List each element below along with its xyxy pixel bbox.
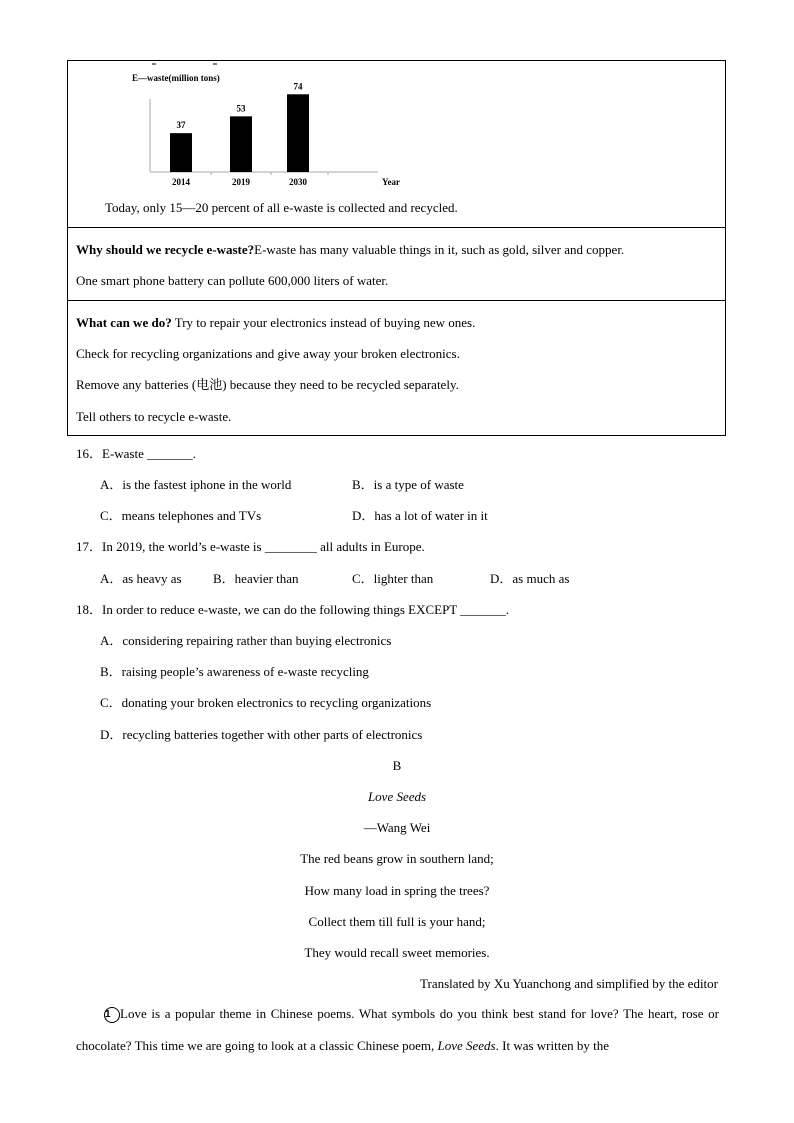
x-tick-label-2014: 2014 <box>172 177 190 187</box>
chart-x-label: Year <box>382 177 400 187</box>
q17-option-d: D．as much as <box>490 571 570 586</box>
q18-option-c: C．donating your broken electronics to recycling organizations <box>100 695 432 710</box>
row1-note: Today, only 15—20 percent of all e-waste is collected and recycled. <box>105 200 458 215</box>
chart-y-label: E—waste(million tons) <box>132 73 220 83</box>
row3-line2: Check for recycling organizations and give away your broken electronics. <box>76 346 460 361</box>
row3-line1-text: Try to repair your electronics instead of buying new ones. <box>171 315 476 330</box>
info-table <box>67 60 726 436</box>
question-18: 18．In order to reduce e-waste, we can do the following things EXCEPT _______. <box>76 602 509 617</box>
q16-option-a: A．is the fastest iphone in the world <box>100 477 292 492</box>
q16-option-c: C．means telephones and TVs <box>100 508 262 523</box>
poem-line-3: Collect them till full is your hand; <box>308 914 486 929</box>
q16-option-b: B．is a type of waste <box>352 477 464 492</box>
row2-line1 <box>76 242 624 258</box>
bar-value-label-2014: 37 <box>176 120 186 131</box>
q17-option-a: A．as heavy as <box>100 571 182 586</box>
q18-option-a: A．considering repairing rather than buying electronics <box>100 633 392 648</box>
table-divider <box>68 227 725 228</box>
row2-line1-text: E-waste has many valuable things in it, such as gold, silver and copper. <box>254 242 625 257</box>
q18-option-d: D．recycling batteries together with other parts of electronics <box>100 727 423 742</box>
poem-line-4: They would recall sweet memories. <box>304 945 490 960</box>
q18-option-b: B．raising people’s awareness of e-waste recycling <box>100 664 369 679</box>
row3-line4: Tell others to recycle e-waste. <box>76 409 232 424</box>
paragraph-italic-title: Love Seeds <box>437 1038 496 1053</box>
question-17: 17．In 2019, the world’s e-waste is ________ all adults in Europe. <box>76 539 425 554</box>
q17-option-c: C．lighter than <box>352 571 434 586</box>
e-waste-bar-chart <box>128 61 428 191</box>
poem-line-1: The red beans grow in southern land; <box>300 851 494 866</box>
paragraph-text-1: Love is a popular theme in Chinese poems. What symbols do you think best stand for love? The heart, rose or chocolate? This time we are going to look at a classic Chinese poem, <box>76 1006 719 1053</box>
q17-option-b: B．heavier than <box>213 571 299 586</box>
x-tick-label-2030: 2030 <box>289 177 307 187</box>
poem-author: —Wang Wei <box>363 820 431 835</box>
row2-line2: One smart phone battery can pollute 600,000 liters of water. <box>76 273 389 288</box>
table-divider <box>68 300 725 301</box>
paragraph-text-2: . It was written by the <box>495 1038 609 1053</box>
bar-2019 <box>230 116 252 172</box>
paragraph-number: 1 <box>104 1007 120 1023</box>
x-tick-label-2019: 2019 <box>232 177 250 187</box>
row3-line3: Remove any batteries (电池) because they need to be recycled separately. <box>76 377 459 392</box>
paragraph-1 <box>76 998 719 1062</box>
bar-value-label-2030: 74 <box>293 81 303 92</box>
poem-line-2: How many load in spring the trees? <box>304 883 490 898</box>
translation-credit: Translated by Xu Yuanchong and simplified by the editor <box>420 976 718 991</box>
bar-2014 <box>170 133 192 172</box>
question-16: 16．E-waste _______. <box>76 446 196 461</box>
bar-2030 <box>287 94 309 172</box>
bar-value-label-2019: 53 <box>236 103 246 114</box>
section-letter: B <box>392 758 402 773</box>
row3-heading: What can we do? <box>76 315 172 330</box>
poem-title: Love Seeds <box>367 789 427 804</box>
row2-heading: Why should we recycle e-waste? <box>76 242 255 257</box>
row3-line1 <box>76 315 475 331</box>
q16-option-d: D．has a lot of water in it <box>352 508 488 523</box>
